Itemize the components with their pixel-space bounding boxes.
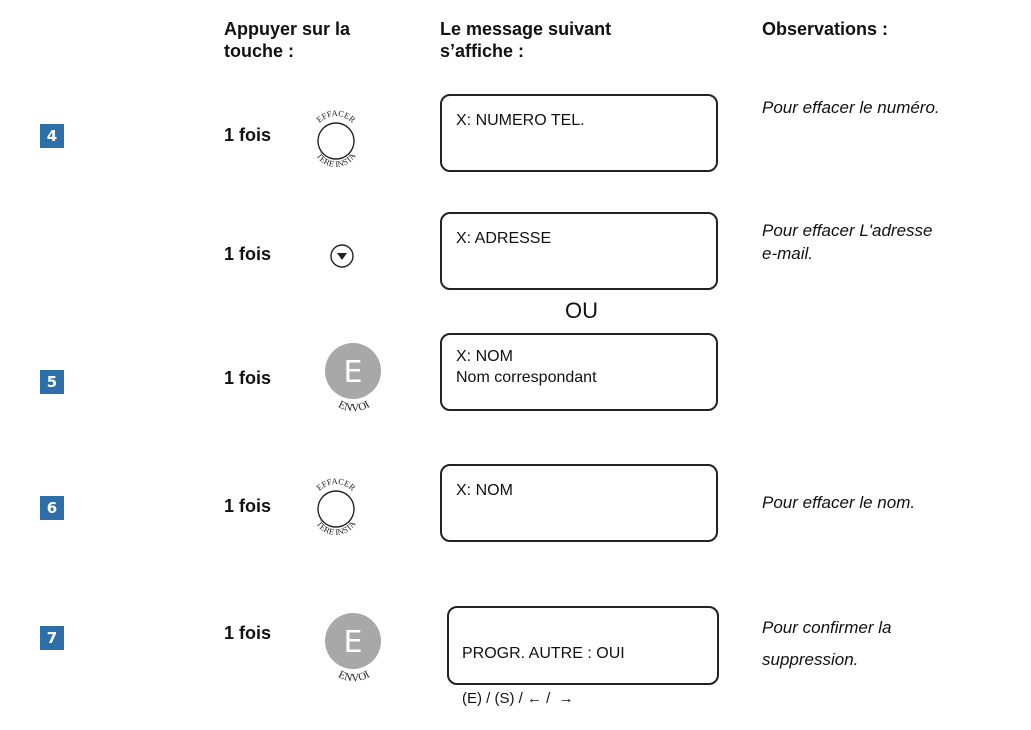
right-arrow-icon: → [558, 690, 574, 707]
lcd-key-text: (E) / (S) / [462, 690, 527, 707]
svg-text:ENVOI [336, 668, 372, 684]
effacer-key-icon [303, 98, 369, 178]
observation-text: Pour effacer le nom. [762, 493, 916, 512]
lcd-display: X: ADRESSE [440, 212, 718, 290]
lcd-line-1: PROGR. AUTRE : OUI [462, 645, 625, 662]
effacer-bottom-text: TERE INSTA [314, 518, 358, 538]
effacer-key-icon [303, 466, 369, 546]
press-count: 1 fois [224, 368, 272, 388]
effacer-top-text: EFFACER [314, 107, 358, 125]
observation-text: Pour confirmer la suppression. [762, 618, 892, 669]
header-press-key: Appuyer sur la touche : [224, 19, 351, 61]
step-badge-5: 5 [40, 370, 64, 394]
observation-text: Pour effacer le numéro. [762, 98, 940, 117]
step-badge-7: 7 [40, 626, 64, 650]
press-count: 1 fois [224, 496, 272, 516]
header-observations: Observations : [762, 19, 889, 39]
press-count: 1 fois [224, 623, 272, 643]
envoi-letter: E [343, 355, 363, 390]
left-arrow-icon: ← [527, 690, 542, 707]
envoi-label: ENVOI [336, 398, 372, 415]
press-count: 1 fois [224, 125, 272, 145]
lcd-key-text: / [542, 690, 559, 707]
lcd-display: X: NUMERO TEL. [440, 94, 718, 172]
envoi-key-icon [318, 604, 388, 696]
observation-text: Pour effacer L'adresse e-mail. [762, 221, 933, 263]
step-badge-6: 6 [40, 496, 64, 520]
envoi-key-icon [318, 334, 388, 426]
lcd-display [447, 606, 719, 707]
svg-text:ENVOI [336, 398, 372, 414]
lcd-display: X: NOM Nom correspondant [440, 333, 718, 411]
effacer-bottom-text: TERE INSTA [314, 150, 358, 170]
envoi-letter: E [343, 625, 363, 660]
step-badge-4: 4 [40, 124, 64, 148]
lcd-display: X: NOM [440, 464, 718, 542]
header-message: Le message suivant s’affiche : [440, 19, 612, 61]
lcd-line-2 [462, 688, 703, 709]
envoi-label: ENVOI [336, 668, 372, 685]
or-separator: OU [565, 298, 598, 323]
press-count: 1 fois [224, 244, 272, 264]
down-arrow-key-icon [329, 243, 355, 269]
effacer-top-text: EFFACER [314, 475, 358, 493]
